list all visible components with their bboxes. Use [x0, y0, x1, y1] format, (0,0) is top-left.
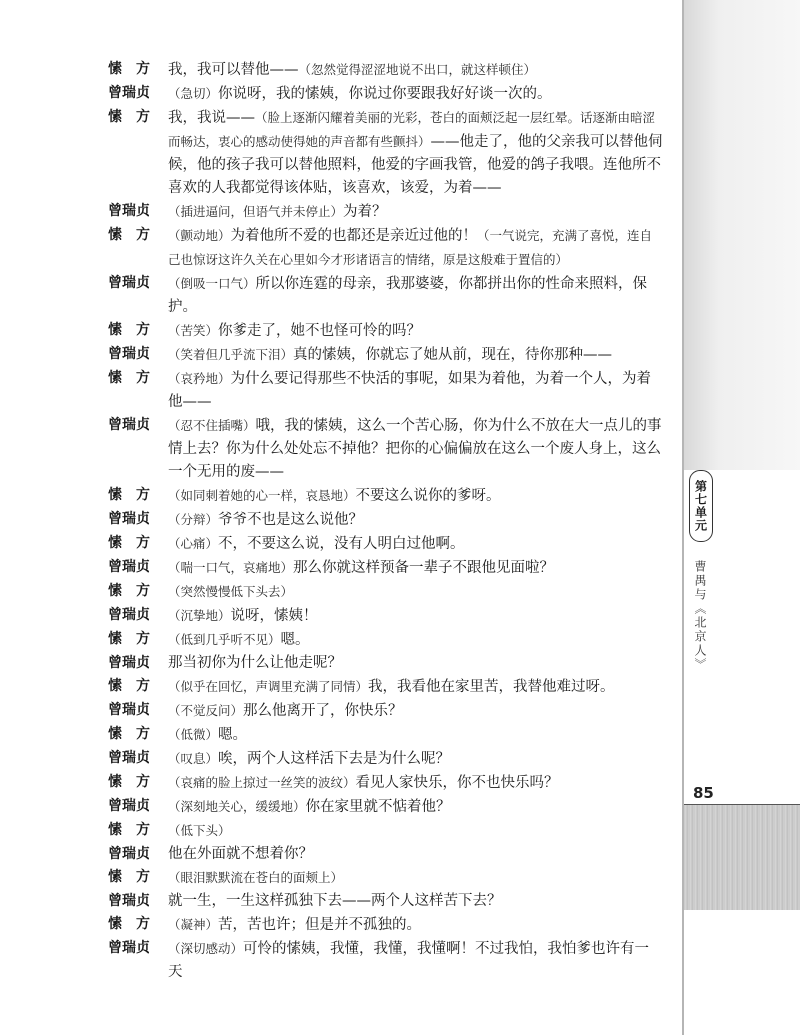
speaker-name: 曾瑞贞	[108, 702, 150, 718]
speech	[168, 675, 663, 699]
dialogue-line	[108, 319, 663, 343]
spoken-text: 为什么要记得那些不快活的事呢，如果为着他，为着一个人，为着他——	[168, 371, 652, 410]
speaker-name: 曾瑞贞	[108, 346, 150, 362]
stage-direction: （突然慢慢低下头去）	[168, 584, 294, 599]
stage-direction: （一气说完，充满了喜悦，连自己也惊讶这许久关在心里如今才形诸语言的情绪，原是这般难于置信的）	[168, 228, 653, 267]
stage-direction: （心痛）	[168, 536, 219, 551]
spoken-text: 那么你就这样预备一辈子不跟他见面啦？	[293, 560, 555, 576]
chapter-badge	[689, 470, 713, 542]
speaker-name: 愫 方	[108, 916, 150, 932]
speech	[168, 723, 663, 747]
spoken-text: 我，我说——	[168, 110, 255, 126]
stage-direction: （如同刺着她的心一样，哀恳地）	[168, 488, 356, 503]
speaker-name: 愫 方	[108, 61, 150, 77]
stage-direction: （分辩）	[168, 512, 219, 527]
speaker-name: 愫 方	[108, 109, 150, 125]
page-number: 85	[693, 784, 714, 802]
dialogue-line	[108, 866, 663, 890]
speech	[168, 484, 663, 508]
speech	[168, 319, 663, 343]
spoken-text: 你在家里就不惦着他？	[305, 799, 451, 815]
spoken-text: 嗯。	[218, 727, 248, 743]
dialogue-line	[108, 106, 663, 200]
speaker-name: 曾瑞贞	[108, 940, 150, 956]
stage-direction: （哀痛的脸上掠过一丝笑的波纹）	[168, 775, 356, 790]
dialogue-line	[108, 367, 663, 414]
page-edge-stack	[684, 805, 800, 910]
speaker-name: 愫 方	[108, 678, 150, 694]
stage-direction: （倒吸一口气）	[168, 276, 256, 291]
page-edge-shadow	[684, 0, 800, 470]
stage-direction: （眼泪默默流在苍白的面颊上）	[168, 870, 344, 885]
stage-direction: （低下头）	[168, 823, 231, 838]
stage-direction: （哀矜地）	[168, 371, 231, 386]
speech	[168, 843, 663, 866]
spoken-text: 就一生，一生这样孤独下去——两个人这样苦下去？	[168, 893, 502, 909]
stage-direction: （急切）	[168, 86, 219, 101]
speaker-name: 愫 方	[108, 583, 150, 599]
dialogue-line	[108, 913, 663, 937]
running-title: 曹禺与《北京人》	[693, 560, 707, 672]
speaker-name: 曾瑞贞	[108, 846, 150, 862]
chapter-badge-label: 第七单元	[693, 480, 708, 532]
speech	[168, 913, 663, 937]
speaker-name: 愫 方	[108, 869, 150, 885]
dialogue-line	[108, 200, 663, 224]
spoken-text: 嗯。	[280, 632, 310, 648]
speech	[168, 747, 663, 771]
dialogue-line	[108, 723, 663, 747]
speaker-name: 愫 方	[108, 726, 150, 742]
spoken-text: ——他走了，他的父亲我可以替他伺候，他的孩子我可以替他照料，他爱的字画我管，他爱的鸽子我喂。连他所不喜欢的人我都觉得该体贴，该喜欢，该爱，为着——	[168, 134, 663, 196]
stage-direction: （苦笑）	[168, 323, 219, 338]
dialogue-line	[108, 508, 663, 532]
speaker-name: 愫 方	[108, 487, 150, 503]
dialogue-line	[108, 58, 663, 82]
spoken-text: 我，我可以替他——	[168, 62, 299, 78]
spoken-text: 那当初你为什么让他走呢？	[168, 655, 342, 671]
speech	[168, 106, 663, 200]
spoken-text: 那么他离开了，你快乐？	[243, 703, 403, 719]
speaker-name: 愫 方	[108, 774, 150, 790]
speech	[168, 58, 663, 82]
dialogue-block	[108, 58, 663, 984]
speaker-name: 愫 方	[108, 822, 150, 838]
speech	[168, 414, 663, 484]
speaker-name: 曾瑞贞	[108, 893, 150, 909]
stage-direction: （叹息）	[168, 751, 219, 766]
stage-direction: （沉挚地）	[168, 608, 231, 623]
stage-direction: （忽然觉得涩涩地说不出口，就这样顿住）	[298, 62, 537, 77]
speaker-name: 曾瑞贞	[108, 85, 150, 101]
spoken-text: 为着他所不爱的也都还是亲近过他的！	[230, 228, 478, 244]
spoken-text: 不要这么说你的爹呀。	[355, 488, 501, 504]
spoken-text: 所以你连霆的母亲，我那婆婆，你都拼出你的性命来照料，保护。	[168, 276, 648, 315]
stage-direction: （深切感动）	[168, 941, 244, 956]
speech	[168, 628, 663, 652]
dialogue-line	[108, 628, 663, 652]
speech	[168, 224, 663, 272]
speaker-name: 曾瑞贞	[108, 798, 150, 814]
spoken-text: 苦，苦也许；但是并不孤独的。	[218, 917, 422, 933]
dialogue-line	[108, 795, 663, 819]
stage-direction: （不觉反问）	[168, 703, 244, 718]
speech	[168, 532, 663, 556]
stage-direction: （似乎在回忆，声调里充满了同情）	[168, 679, 369, 694]
speech	[168, 604, 663, 628]
speaker-name: 曾瑞贞	[108, 203, 150, 219]
stage-direction: （脸上逐渐闪耀着美丽的光彩，苍白的面颊泛起一层红晕。话逐渐由暗涩而畅达，衷心的感动使得她的声音都有些颤抖）	[168, 110, 656, 149]
stage-direction: （笑着但几乎流下泪）	[168, 347, 294, 362]
speech	[168, 771, 663, 795]
speech	[168, 367, 663, 414]
speaker-name: 曾瑞贞	[108, 559, 150, 575]
stage-direction: （深刻地关心，缓缓地）	[168, 799, 306, 814]
stage-direction: （忍不住插嘴）	[168, 418, 256, 433]
dialogue-line	[108, 604, 663, 628]
stage-direction: （低到几乎听不见）	[168, 632, 281, 647]
speech	[168, 343, 663, 367]
speech	[168, 699, 663, 723]
spoken-text: 看见人家快乐，你不也快乐吗？	[355, 775, 559, 791]
dialogue-line	[108, 937, 663, 984]
dialogue-line	[108, 747, 663, 771]
speech	[168, 580, 663, 604]
dialogue-line	[108, 224, 663, 272]
spoken-text: 哦，我的愫姨，这么一个苦心肠，你为什么不放在大一点儿的事情上去？你为什么处处忘不掉他？把你的心偏偏放在这么一个废人身上，这么一个无用的废——	[168, 418, 662, 480]
speaker-name: 愫 方	[108, 227, 150, 243]
spoken-text: 真的愫姨，你就忘了她从前，现在，待你那种——	[293, 347, 613, 363]
dialogue-line	[108, 652, 663, 675]
speaker-name: 愫 方	[108, 631, 150, 647]
dialogue-line	[108, 414, 663, 484]
speaker-name: 愫 方	[108, 370, 150, 386]
dialogue-line	[108, 82, 663, 106]
stage-direction: （插进逼问，但语气并未停止）	[168, 204, 344, 219]
speech	[168, 556, 663, 580]
spoken-text: 可怜的愫姨，我懂，我懂，我懂啊！不过我怕，我怕爹也许有一天	[168, 941, 650, 980]
dialogue-line	[108, 556, 663, 580]
stage-direction: （低微）	[168, 727, 219, 742]
speech	[168, 200, 663, 224]
spoken-text: 你说呀，我的愫姨，你说过你要跟我好好谈一次的。	[218, 86, 552, 102]
speaker-name: 曾瑞贞	[108, 750, 150, 766]
dialogue-line	[108, 272, 663, 319]
dialogue-line	[108, 343, 663, 367]
speech	[168, 82, 663, 106]
speaker-name: 曾瑞贞	[108, 275, 150, 291]
dialogue-line	[108, 771, 663, 795]
speech	[168, 819, 663, 843]
stage-direction: （凝神）	[168, 917, 219, 932]
dialogue-line	[108, 843, 663, 866]
spoken-text: 我，我看他在家里苦，我替他难过呀。	[368, 679, 615, 695]
speaker-name: 愫 方	[108, 535, 150, 551]
speech	[168, 272, 663, 319]
dialogue-line	[108, 580, 663, 604]
speech	[168, 508, 663, 532]
stage-direction: （喘一口气，哀痛地）	[168, 560, 294, 575]
speaker-name: 曾瑞贞	[108, 417, 150, 433]
speech	[168, 866, 663, 890]
spoken-text: 为着？	[343, 204, 387, 220]
speech	[168, 937, 663, 984]
spoken-text: 他在外面就不想着你？	[168, 846, 313, 862]
speaker-name: 曾瑞贞	[108, 655, 150, 671]
speaker-name: 曾瑞贞	[108, 511, 150, 527]
speaker-name: 愫 方	[108, 322, 150, 338]
spoken-text: 唉，两个人这样活下去是为什么呢？	[218, 751, 451, 767]
dialogue-line	[108, 484, 663, 508]
dialogue-line	[108, 532, 663, 556]
stage-direction: （颤动地）	[168, 228, 231, 243]
spoken-text: 你爹走了，她不也怪可怜的吗？	[218, 323, 422, 339]
spoken-text: 爷爷不也是这么说他？	[218, 512, 364, 528]
speech	[168, 795, 663, 819]
dialogue-line	[108, 675, 663, 699]
speaker-name: 曾瑞贞	[108, 607, 150, 623]
dialogue-line	[108, 699, 663, 723]
dialogue-line	[108, 819, 663, 843]
speech	[168, 890, 663, 913]
dialogue-line	[108, 890, 663, 913]
speech	[168, 652, 663, 675]
spoken-text: 说呀，愫姨！	[230, 608, 318, 624]
spoken-text: 不，不要这么说，没有人明白过他啊。	[218, 536, 465, 552]
